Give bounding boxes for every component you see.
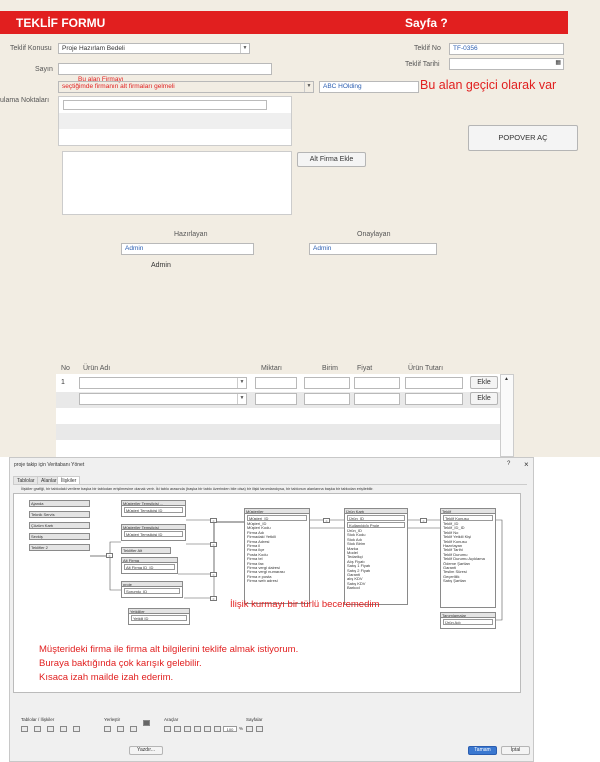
table-field[interactable]: Garanti bbox=[347, 573, 361, 578]
table-header[interactable]: proje bbox=[122, 582, 182, 587]
table-header[interactable]: Müşteriler bbox=[245, 509, 309, 514]
table-field[interactable]: Tedarikçi bbox=[347, 555, 363, 560]
table-urun-karti[interactable] bbox=[344, 508, 408, 605]
scroll-up-icon[interactable]: ▲ bbox=[504, 376, 509, 382]
delete-icon[interactable] bbox=[73, 726, 80, 732]
table-key-field[interactable]: Ürün_ID bbox=[347, 515, 405, 521]
rel-line bbox=[184, 522, 244, 598]
onaylayan-field[interactable]: Admin bbox=[309, 243, 437, 255]
table-field[interactable]: Teklif Durumu bbox=[443, 552, 468, 557]
table-field-list bbox=[441, 522, 495, 584]
table-field[interactable]: Firma fax bbox=[247, 561, 264, 566]
col-no: No bbox=[61, 365, 70, 372]
add-relationship-icon[interactable] bbox=[34, 726, 41, 732]
table-field[interactable]: Garanti bbox=[443, 566, 457, 571]
table-field[interactable]: Firma il bbox=[247, 544, 261, 549]
teklif-konusu-select[interactable] bbox=[58, 43, 250, 54]
zoom-in-icon[interactable] bbox=[184, 726, 191, 732]
side-table[interactable] bbox=[29, 511, 90, 518]
table-key-field[interactable]: Teklif Konusu bbox=[443, 515, 493, 521]
dialog-title: proje takip için Veritabanı Yönet bbox=[14, 462, 85, 468]
duplicate-icon[interactable] bbox=[47, 726, 54, 732]
table-header[interactable]: Çözüm Kartı bbox=[30, 523, 89, 528]
add-table-icon[interactable] bbox=[21, 726, 28, 732]
bottom-note-2: Buraya baktığında çok karışık gelebilir. bbox=[39, 658, 202, 669]
row2-ekle-button[interactable]: Ekle bbox=[470, 392, 498, 405]
table-field[interactable]: Firma vergi dairesi bbox=[247, 566, 280, 571]
table-header[interactable]: Teklifler 2 bbox=[30, 545, 89, 550]
rel-line bbox=[178, 522, 244, 574]
zoom-unit: % bbox=[239, 726, 244, 731]
table-field[interactable]: Teklif Tarihi bbox=[443, 548, 463, 553]
text-icon[interactable] bbox=[174, 726, 181, 732]
alt-firma-ekle-button[interactable]: Alt Firma Ekle bbox=[297, 152, 366, 167]
table-field[interactable]: Stok Birim bbox=[347, 542, 366, 547]
table-field[interactable]: Barkod bbox=[347, 586, 360, 591]
temp-field-note: Bu alan geçici olarak var bbox=[420, 78, 557, 92]
chevron-down-icon: ▼ bbox=[237, 394, 246, 404]
row1-urun-select[interactable] bbox=[79, 377, 247, 389]
table-tanimlamalar[interactable] bbox=[440, 612, 496, 629]
color-swatch-icon[interactable] bbox=[143, 720, 150, 726]
col-urun-tutari: Ürün Tutarı bbox=[408, 365, 444, 372]
table-field[interactable]: Model bbox=[347, 551, 358, 556]
table-field[interactable]: Müşteri Temsilcisi ID bbox=[124, 507, 183, 513]
bottom-note-1: Müşterideki firma ile firma alt bilgilerini teklife almak istiyorum. bbox=[39, 644, 299, 655]
firma-note-2: seçtiğimde firmanın alt firmaları gelmeli bbox=[62, 83, 175, 90]
grid-icon[interactable] bbox=[214, 726, 221, 732]
distribute-icon[interactable] bbox=[117, 726, 124, 732]
onaylayan-label: Onaylayan bbox=[357, 231, 391, 238]
table-header[interactable]: Ürün Kartı bbox=[345, 509, 407, 514]
table-yetkililer[interactable] bbox=[128, 608, 190, 625]
table-teklif[interactable] bbox=[440, 508, 496, 608]
teklif-konusu-label: Teklif Konusu bbox=[10, 45, 52, 52]
teklif-no-field[interactable]: TF-0356 bbox=[449, 43, 564, 55]
grid-row-shade bbox=[56, 424, 500, 440]
side-table[interactable] bbox=[29, 500, 90, 507]
table-field-list bbox=[345, 529, 407, 591]
table-field[interactable]: Satış KDV bbox=[347, 581, 366, 586]
chevron-down-icon: ▼ bbox=[304, 82, 313, 92]
table-field[interactable]: Alt Firma ID_ID bbox=[124, 564, 175, 570]
table-field[interactable]: Firma vergi numarası bbox=[247, 570, 285, 575]
row1-birim[interactable] bbox=[304, 377, 350, 389]
col-urun-adi: Ürün Adı bbox=[83, 365, 111, 372]
table-field[interactable]: Firmadaki Yetkili bbox=[247, 535, 276, 540]
page-break-icon[interactable] bbox=[256, 726, 263, 732]
cozum-noktalari-label: ulama Noktaları bbox=[0, 97, 50, 104]
table-field[interactable]: Geçerlilik bbox=[443, 574, 460, 579]
table-field[interactable]: Posta Kodu bbox=[247, 552, 268, 557]
toolbar-group-tables: Tablolar / İlişkiler bbox=[21, 717, 55, 722]
zoom-field[interactable]: 100 bbox=[223, 726, 237, 732]
row2-birim[interactable] bbox=[304, 393, 350, 405]
table-musteri-temsilcisi-2[interactable] bbox=[121, 524, 186, 541]
table-field[interactable]: Satış 2 Fiyatı bbox=[347, 568, 371, 573]
table-field[interactable]: Teklif_ID bbox=[443, 522, 459, 526]
table-key-field[interactable]: Müşteri_ID bbox=[247, 515, 307, 521]
table-field[interactable]: Stok Adı bbox=[347, 537, 362, 542]
join-operator[interactable]: = bbox=[210, 518, 217, 523]
calendar-icon[interactable]: ▦ bbox=[555, 60, 561, 66]
table-field[interactable]: Teklif No bbox=[443, 530, 459, 535]
table-field[interactable]: Teslim Süresi bbox=[443, 570, 467, 575]
table-field[interactable]: Stok Kodu bbox=[347, 533, 366, 538]
company-field[interactable]: ABC HOlding bbox=[319, 81, 419, 93]
table-field-list bbox=[245, 522, 309, 584]
table-field[interactable]: Firma Adresi bbox=[247, 539, 270, 544]
toolbar-group-pages: Sayfalar bbox=[246, 717, 263, 722]
grid-scrollbar[interactable] bbox=[500, 374, 514, 457]
relationships-canvas[interactable] bbox=[13, 493, 521, 693]
join-operator[interactable]: = bbox=[210, 542, 217, 547]
table-header[interactable]: Teknik Servis bbox=[30, 512, 89, 517]
form-title: TEKLİF FORMU bbox=[16, 16, 106, 30]
table-teklifler-alt[interactable] bbox=[121, 547, 171, 554]
page-setup-icon[interactable] bbox=[246, 726, 253, 732]
help-button[interactable]: ? bbox=[507, 461, 511, 467]
table-field[interactable]: Müşteri_ID bbox=[247, 522, 267, 526]
rel-line bbox=[90, 556, 121, 590]
table-header[interactable]: Alt Firma bbox=[122, 558, 177, 563]
row1-tutar[interactable] bbox=[405, 377, 463, 389]
table-field[interactable]: Alış Fiyatı bbox=[347, 559, 365, 564]
chevron-down-icon: ▼ bbox=[237, 378, 246, 388]
table-field[interactable]: Hazırlayan bbox=[443, 544, 463, 549]
hazirlayan-label: Hazırlayan bbox=[174, 231, 208, 238]
sayin-input[interactable] bbox=[58, 63, 272, 75]
table-header[interactable]: Tanımlamalar bbox=[441, 613, 495, 618]
table-field[interactable]: Marka bbox=[347, 546, 359, 551]
table-header[interactable]: Yetkililer bbox=[129, 609, 189, 614]
hazirlayan-field[interactable]: Admin bbox=[121, 243, 254, 255]
row1-miktar[interactable] bbox=[255, 377, 297, 389]
close-button[interactable]: × bbox=[524, 460, 529, 469]
table-field[interactable]: Teklif Yetkili Kişi bbox=[443, 535, 472, 540]
sayin-label: Sayın bbox=[35, 66, 53, 73]
join-operator[interactable]: = bbox=[323, 518, 330, 523]
edit-icon[interactable] bbox=[60, 726, 67, 732]
table-header[interactable]: Ajanda bbox=[30, 501, 89, 506]
col-fiyat: Fiyat bbox=[357, 365, 373, 372]
join-operator[interactable]: = bbox=[106, 553, 113, 558]
table-key-field[interactable]: Kullanıldığı Proje bbox=[347, 522, 405, 528]
resize-icon[interactable] bbox=[130, 726, 137, 732]
col-miktari: Miktarı bbox=[261, 365, 282, 372]
table-field[interactable]: Ürün Adı bbox=[443, 619, 493, 625]
cozum-list[interactable] bbox=[58, 96, 292, 146]
row2-miktar[interactable] bbox=[255, 393, 297, 405]
table-field[interactable]: Firma web adresi bbox=[247, 579, 278, 584]
toolbar-group-tools: Araçlar bbox=[164, 717, 179, 722]
align-icon[interactable] bbox=[104, 726, 111, 732]
form-title-bar bbox=[0, 11, 568, 34]
row1-ekle-button[interactable]: Ekle bbox=[470, 376, 498, 389]
table-field[interactable]: Müşteri Kodu bbox=[247, 526, 271, 531]
table-field[interactable]: Satış Şartları bbox=[443, 579, 467, 584]
row2-urun-select[interactable] bbox=[79, 393, 247, 405]
manage-database-dialog bbox=[9, 457, 534, 762]
hazirlayan-name: Admin bbox=[151, 262, 171, 269]
join-operator[interactable]: = bbox=[210, 572, 217, 577]
table-field[interactable]: Satış 1 Fiyatı bbox=[347, 564, 371, 569]
firma-note-1: Bu alan Firmayı bbox=[78, 76, 124, 83]
teklif-tarihi-label: Teklif Tarihi bbox=[405, 61, 440, 68]
table-field[interactable]: Firma Adı bbox=[247, 530, 265, 535]
cozum-list-row[interactable] bbox=[59, 113, 291, 129]
ok-button[interactable]: Tamam bbox=[468, 746, 497, 755]
table-header[interactable]: Müşteriler Temsilcisi ... bbox=[122, 501, 185, 506]
table-field[interactable]: Teklif Konusu bbox=[443, 539, 467, 544]
teklif-no-label: Teklif No bbox=[414, 45, 441, 52]
table-field[interactable]: Yetkili ID bbox=[131, 615, 187, 621]
table-header[interactable]: Teklif bbox=[441, 509, 495, 514]
table-field[interactable]: Müşteri Temsilcisi ID bbox=[124, 531, 183, 537]
row2-tutar[interactable] bbox=[405, 393, 463, 405]
side-table[interactable] bbox=[29, 533, 90, 540]
bottom-note-3: Kısaca izah mailde izah ederim. bbox=[39, 672, 174, 683]
canvas-note: İlişik kurmayı bir türlü beceremedim bbox=[230, 599, 380, 610]
fit-icon[interactable] bbox=[204, 726, 211, 732]
firma-select[interactable] bbox=[58, 81, 314, 93]
tab-divider bbox=[13, 484, 527, 485]
join-operator[interactable]: = bbox=[420, 518, 427, 523]
table-header[interactable]: Teklifler Alt bbox=[122, 548, 170, 553]
cozum-list-input[interactable] bbox=[63, 100, 267, 110]
side-table[interactable] bbox=[29, 544, 90, 551]
table-header[interactable]: Müşteriler Temsilcisi bbox=[122, 525, 185, 530]
row1-fiyat[interactable] bbox=[354, 377, 400, 389]
pointer-icon[interactable] bbox=[164, 726, 171, 732]
zoom-out-icon[interactable] bbox=[194, 726, 201, 732]
chevron-down-icon: ▼ bbox=[240, 44, 249, 53]
table-field[interactable]: Firma e posta bbox=[247, 574, 272, 579]
row2-fiyat[interactable] bbox=[354, 393, 400, 405]
table-musteriler[interactable] bbox=[244, 508, 310, 604]
col-birim: Birim bbox=[322, 365, 338, 372]
table-proje[interactable] bbox=[121, 581, 183, 598]
print-button[interactable]: Yazdır... bbox=[129, 746, 163, 755]
table-field[interactable]: Firma ilçe bbox=[247, 548, 265, 553]
table-field[interactable]: Firma tel bbox=[247, 557, 263, 562]
tab-iliskiler[interactable]: İlişkiler bbox=[57, 476, 80, 485]
table-musteri-temsilcisi[interactable] bbox=[121, 500, 186, 517]
toolbar-group-arrange: Yerleştir bbox=[104, 717, 121, 722]
popover-button[interactable]: POPOVER AÇ bbox=[468, 125, 578, 151]
dialog-description: İlişkiler grafiği, bir tablodaki verilere başka bir tablodan erişilmesine olanak verir. İki tablo arasında (başka bir tablo üzerinden bile olsa) bir ilişki tanımlandıysa, bir tablonun alanlarına başka bir tablodan erişilebilir. bbox=[21, 487, 374, 491]
teklif-konusu-value: Proje Hazırlam Bedeli bbox=[62, 45, 125, 52]
table-field[interactable]: Sorumlu_ID bbox=[124, 588, 180, 594]
teklif-tarihi-field[interactable] bbox=[449, 58, 564, 70]
rel-line bbox=[186, 522, 244, 544]
table-field[interactable]: Teklif Durumu Açıklama bbox=[443, 557, 485, 562]
tab-tablolar[interactable]: Tablolar bbox=[13, 476, 39, 485]
table-field[interactable]: alış KDV bbox=[347, 577, 363, 582]
cancel-button[interactable]: İptal bbox=[501, 746, 530, 755]
tab-alanlar[interactable]: Alanlar bbox=[37, 476, 61, 485]
side-table[interactable] bbox=[29, 522, 90, 529]
table-field[interactable]: Ödeme Şartları bbox=[443, 561, 471, 566]
page-indicator: Sayfa ? bbox=[405, 16, 448, 30]
alt-firma-area[interactable] bbox=[62, 151, 292, 215]
table-header[interactable]: Sevkiş bbox=[30, 534, 89, 539]
table-field[interactable]: Ürün_ID bbox=[347, 529, 362, 533]
table-field[interactable]: Teklif_ID_ID bbox=[443, 526, 465, 531]
table-alt-firma[interactable] bbox=[121, 557, 178, 574]
join-operator[interactable]: = bbox=[210, 596, 217, 601]
row-number: 1 bbox=[61, 379, 65, 386]
